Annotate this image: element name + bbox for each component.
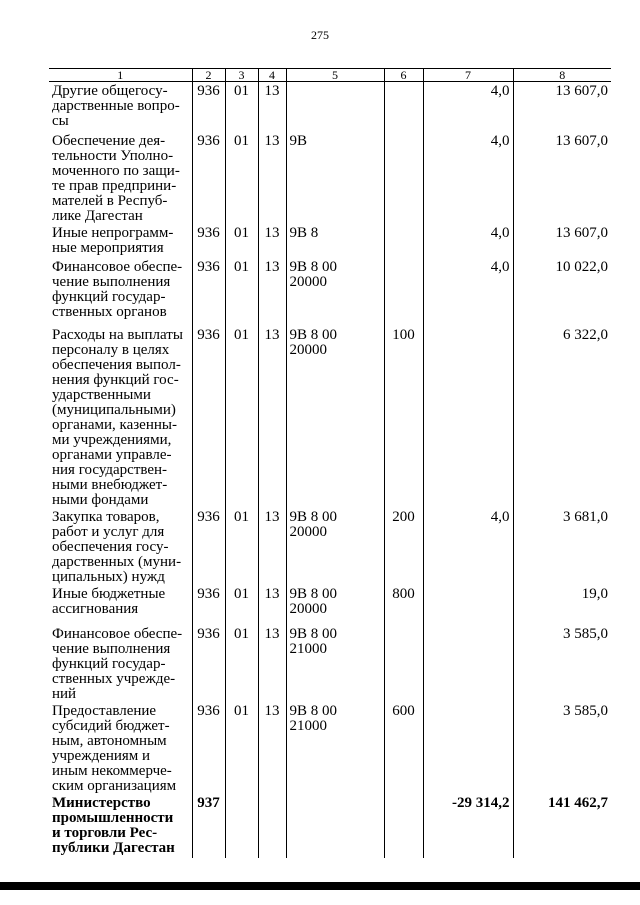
cell-name: Министерство промышленности и торговли Рес- публики Дагестан xyxy=(52,794,175,856)
cell-change-amount: 4,0 xyxy=(423,258,513,326)
cell-section-code xyxy=(225,794,258,858)
cell-section-code: 01 xyxy=(225,132,258,224)
cell-expense-type xyxy=(384,82,423,132)
table-row xyxy=(49,224,611,258)
page-number: 275 xyxy=(311,28,329,42)
cell-ministry-code: 936 xyxy=(192,625,225,702)
cell-target-article: 9В 8 00 21000 xyxy=(286,625,384,702)
table-row xyxy=(49,132,611,224)
column-header-2: 2 xyxy=(192,69,225,82)
cell-name: Обеспечение дея- тельности Уполно- моченного по защи- те прав предприни- мателей в Респуб- лике Дагестан xyxy=(52,132,180,224)
cell-total-amount: 6 322,0 xyxy=(513,326,611,508)
cell-expense-type xyxy=(384,794,423,858)
cell-name: Расходы на выплаты персоналу в целях обеспечения выпол- нения функций гос- ударственными (муниципальными) органами, казенны- ми учреждениями, органами управле- ния государствен- ными внебюджет- ными фондами xyxy=(52,326,183,508)
cell-target-article: 9В 8 00 20000 xyxy=(286,508,384,585)
cell-ministry-code: 937 xyxy=(192,794,225,858)
table-row xyxy=(49,508,611,585)
cell-expense-type: 600 xyxy=(384,702,423,794)
cell-subsection-code xyxy=(258,794,286,858)
cell-total-amount: 141 462,7 xyxy=(513,794,611,858)
cell-change-amount xyxy=(423,702,513,794)
cell-total-amount: 13 607,0 xyxy=(513,132,611,224)
cell-section-code: 01 xyxy=(225,508,258,585)
cell-expense-type: 100 xyxy=(384,326,423,508)
table-row xyxy=(49,794,611,858)
cell-subsection-code: 13 xyxy=(258,82,286,132)
cell-subsection-code: 13 xyxy=(258,132,286,224)
column-header-6: 6 xyxy=(384,69,423,82)
cell-total-amount: 3 681,0 xyxy=(513,508,611,585)
cell-ministry-code: 936 xyxy=(192,258,225,326)
cell-change-amount: 4,0 xyxy=(423,82,513,132)
cell-ministry-code: 936 xyxy=(192,132,225,224)
column-header-7: 7 xyxy=(423,69,513,82)
cell-name: Финансовое обеспе- чение выполнения функций государ- ственных учрежде- ний xyxy=(52,625,183,702)
cell-total-amount: 13 607,0 xyxy=(513,224,611,258)
cell-subsection-code: 13 xyxy=(258,508,286,585)
cell-change-amount xyxy=(423,326,513,508)
cell-expense-type xyxy=(384,132,423,224)
cell-name: Иные бюджетные ассигнования xyxy=(52,585,166,617)
cell-section-code: 01 xyxy=(225,258,258,326)
cell-ministry-code: 936 xyxy=(192,82,225,132)
column-header-1: 1 xyxy=(49,69,192,82)
column-header-5: 5 xyxy=(286,69,384,82)
table-header-row xyxy=(49,69,611,82)
cell-expense-type xyxy=(384,625,423,702)
cell-section-code: 01 xyxy=(225,326,258,508)
cell-target-article: 9В 8 00 20000 xyxy=(286,258,384,326)
cell-ministry-code: 936 xyxy=(192,585,225,625)
cell-subsection-code: 13 xyxy=(258,702,286,794)
table-body xyxy=(49,82,611,858)
cell-name: Финансовое обеспе- чение выполнения функций государ- ственных органов xyxy=(52,258,183,320)
cell-ministry-code: 936 xyxy=(192,702,225,794)
cell-change-amount: 4,0 xyxy=(423,508,513,585)
scan-bottom-edge xyxy=(0,882,640,890)
budget-table xyxy=(49,68,611,858)
table-row xyxy=(49,82,611,132)
cell-subsection-code: 13 xyxy=(258,326,286,508)
table-row xyxy=(49,585,611,625)
cell-section-code: 01 xyxy=(225,625,258,702)
cell-total-amount: 10 022,0 xyxy=(513,258,611,326)
cell-subsection-code: 13 xyxy=(258,258,286,326)
cell-target-article xyxy=(286,794,384,858)
cell-expense-type: 200 xyxy=(384,508,423,585)
cell-section-code: 01 xyxy=(225,82,258,132)
cell-section-code: 01 xyxy=(225,585,258,625)
cell-section-code: 01 xyxy=(225,702,258,794)
cell-target-article: 9В 8 00 20000 xyxy=(286,326,384,508)
cell-name: Закупка товаров, работ и услуг для обеспечения госу- дарственных (муни- ципальных) нужд xyxy=(52,508,182,585)
cell-name: Другие общегосу- дарственные вопро- сы xyxy=(52,83,180,129)
cell-change-amount: 4,0 xyxy=(423,224,513,258)
table-row xyxy=(49,258,611,326)
cell-target-article: 9В 8 00 21000 xyxy=(286,702,384,794)
cell-name: Иные непрограмм- ные мероприятия xyxy=(52,224,174,256)
cell-section-code: 01 xyxy=(225,224,258,258)
cell-name: Предоставление субсидий бюджет- ным, автономным учреждениям и иным некоммерче- ским организациям xyxy=(52,702,177,794)
cell-ministry-code: 936 xyxy=(192,326,225,508)
cell-target-article: 9В xyxy=(286,132,384,224)
cell-ministry-code: 936 xyxy=(192,224,225,258)
cell-expense-type xyxy=(384,224,423,258)
cell-subsection-code: 13 xyxy=(258,224,286,258)
cell-total-amount: 3 585,0 xyxy=(513,625,611,702)
cell-target-article xyxy=(286,82,384,132)
column-header-4: 4 xyxy=(258,69,286,82)
cell-change-amount: -29 314,2 xyxy=(423,794,513,858)
cell-subsection-code: 13 xyxy=(258,585,286,625)
table-row xyxy=(49,326,611,508)
column-header-8: 8 xyxy=(513,69,611,82)
cell-target-article: 9В 8 xyxy=(286,224,384,258)
cell-change-amount xyxy=(423,585,513,625)
table-row xyxy=(49,702,611,794)
cell-change-amount xyxy=(423,625,513,702)
cell-expense-type xyxy=(384,258,423,326)
cell-total-amount: 3 585,0 xyxy=(513,702,611,794)
cell-expense-type: 800 xyxy=(384,585,423,625)
table-row xyxy=(49,625,611,702)
column-header-3: 3 xyxy=(225,69,258,82)
cell-ministry-code: 936 xyxy=(192,508,225,585)
cell-target-article: 9В 8 00 20000 xyxy=(286,585,384,625)
cell-total-amount: 19,0 xyxy=(513,585,611,625)
cell-change-amount: 4,0 xyxy=(423,132,513,224)
cell-subsection-code: 13 xyxy=(258,625,286,702)
cell-total-amount: 13 607,0 xyxy=(513,82,611,132)
